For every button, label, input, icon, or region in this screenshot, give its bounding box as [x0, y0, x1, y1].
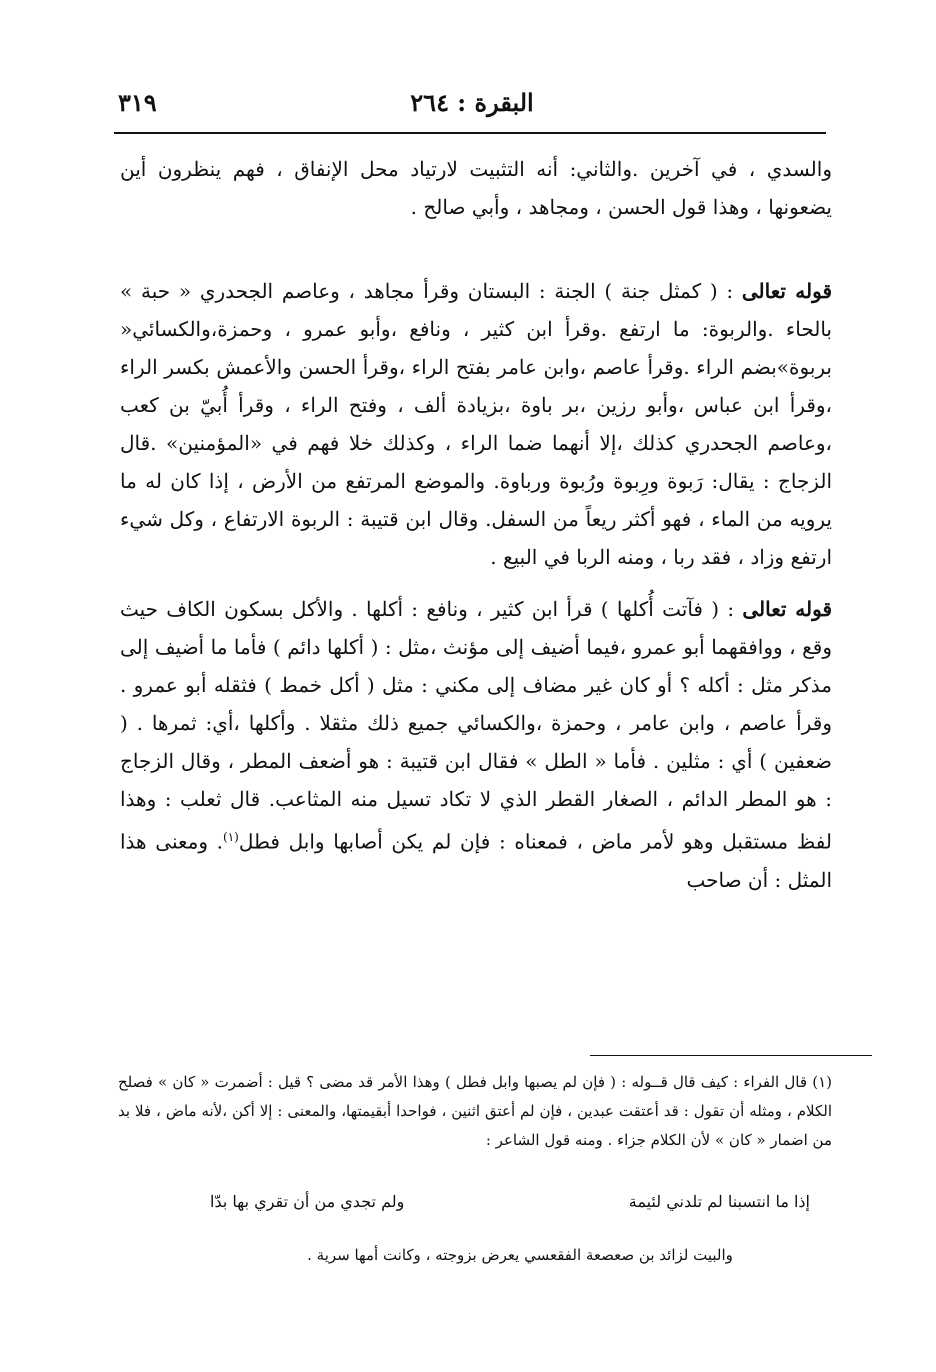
main-text [120, 150, 832, 899]
footnote-verse-attribution: والبيت لزائد بن صعصعة الفقعسي يعرض بزوجته ، وكانت أمها سرية . [307, 1246, 733, 1264]
footnote-reference[interactable]: (١) [223, 830, 239, 844]
verse-first-hemistich: إذا ما انتسبنا لم تلدني لئيمة [628, 1192, 810, 1211]
footnotes [118, 1068, 832, 1155]
spacer [120, 226, 832, 272]
page-number: ٣١٩ [118, 88, 157, 117]
paragraph-3-text: : ( فآتت أُكلها ) قرأ ابن كثير ، ونافع : أكلها . والأكل بسكون الكاف حيث وقع ، ووافقهما أبو عمرو ،فيما أضيف إلى مؤنث ،مثل : ( أكلها دائم ) فأما ما أضيف إلى مذكر مثل : أكله ؟ أو كان غير مضاف إلى مكني : مثل ( أكل خمط ) فثقله أبو عمرو . وقرأ عاصم ، وابن عامر ، وحمزة ،والكسائي جميع ذلك مثقلا . وأكلها ،أي: ثمرها . ( ضعفين ) أي : مثلين . فأما « الطل » فقال ابن قتيبة : هو أضعف المطر ، وقال الزجاج : هو المطر الدائم ، الصغار القطر الذي لا تكاد تسيل منه المثاعب. قال ثعلب : وهذا لفظ مستقبل وهو لأمر ماض ، فمعناه : فإن لم يكن أصابها وابل فطل [120, 597, 832, 854]
verse-lead: قوله تعالى [742, 597, 833, 621]
page-header [118, 82, 826, 122]
paragraph-1: والسدي ، في آخرين .والثاني: أنه التثبيت لارتياد محل الإنفاق ، فهم ينظرون أين يضعونها ، وهذا قول الحسن ، ومجاهد ، وأبي صالح . [120, 157, 832, 219]
footnote-1: (١) قال الفراء : كيف قال قــوله : ( فإن لم يصبها وابل فطل ) وهذا الأمر قد مضى ؟ قيل : أضمرت « كان » فصلح الكلام ، ومثله أن تقول : قد أعتقت عبدين ، فإن لم أعتق اثنين ، فواحدا أبقيمتها، والمعنى : إلا أكن ،لأنه ماض ، فلا بد من اضمار « كان » لأن الكلام جزاء . ومنه قول الشاعر : [118, 1073, 832, 1149]
footnote-rule [590, 1055, 872, 1056]
verse-second-hemistich: ولم تجدي من أن تقري بها بدّا [210, 1192, 405, 1211]
spacer [120, 576, 832, 590]
paragraph-3 [120, 590, 832, 899]
paragraph-2 [120, 272, 832, 576]
header-rule [114, 132, 826, 134]
paragraph-2-text: : ( كمثل جنة ) الجنة : البستان وقرأ مجاهد ، وعاصم الجحدري « حبة » بالحاء .والربوة: ما ارتفع .وقرأ ابن كثير ، ونافع ،وأبو عمرو ، وحمزة،والكسائي« بربوة»بضم الراء .وقرأ عاصم ،وابن عامر بفتح الراء ،وقرأ الحسن والأعمش بكسر الراء ،وقرأ ابن عباس ،وأبو رزين ،بر باوة ،بزيادة ألف ، وفتح الراء ، وقرأ أُبيّ بن كعب ،وعاصم الجحدري كذلك ،إلا أنهما ضما الراء ، وكذلك خلا فهم في «المؤمنين» .قال الزجاج : يقال: رَبوة ورِبوة ورُبوة ورباوة. والموضع المرتفع من الأرض ، إذا كان له ما يرويه من الماء ، فهو أكثر ريعاً من السفل. وقال ابن قتيبة : الربوة الارتفاع ، وكل شيء ارتفع وزاد ، فقد ربا ، ومنه الربا في البيع . [120, 279, 832, 569]
verse-lead: قوله تعالى [741, 279, 833, 303]
running-title: البقرة : ٢٦٤ [410, 88, 534, 117]
paragraph-3-end: . ومعنى هذا المثل : أن صاحب [120, 829, 832, 892]
poetry-verse [210, 1192, 810, 1228]
